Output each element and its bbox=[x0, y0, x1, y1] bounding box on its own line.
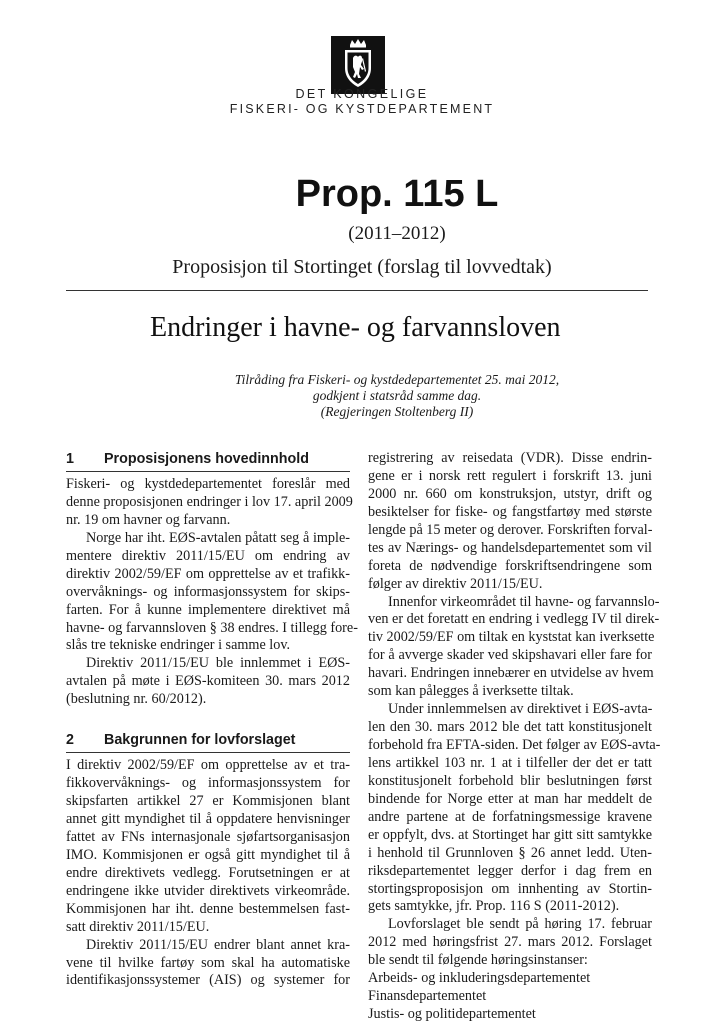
body-line: havari. Endringen innebærer en utvidelse av hvem bbox=[368, 665, 654, 682]
body-line: (beslutning nr. 60/2012). bbox=[66, 691, 207, 708]
section-title: Bakgrunnen for lovforslaget bbox=[104, 732, 296, 749]
section-heading-1 bbox=[66, 450, 350, 472]
approval-line: Tilråding fra Fiskeri- og kystdedepartementet 25. mai 2012, bbox=[234, 372, 560, 387]
body-line: annet gitt myndighet til å oppdatere henvisninger bbox=[66, 811, 350, 827]
body-line: slås tre tekniske endringer i samme lov. bbox=[66, 637, 291, 654]
body-line: endringene ikke utvider direktivets virkeområde. bbox=[66, 882, 350, 899]
body-line: Innenfor virkeområdet til havne- og farvannslo- bbox=[388, 593, 660, 610]
body-line: I direktiv 2002/59/EF om opprettelse av et tra- bbox=[66, 757, 350, 774]
body-line: Kommisjonen har iht. denne bestemmelsen fast- bbox=[66, 900, 350, 917]
body-line: Direktiv 2011/15/EU endrer blant annet kra- bbox=[86, 936, 350, 953]
approval-line: godkjent i statsråd samme dag. bbox=[312, 388, 482, 403]
body-line: Norge har iht. EØS-avtalen påtatt seg å imple- bbox=[86, 529, 350, 546]
consultation-list-item: Justis- og politidepartementet bbox=[368, 1006, 536, 1023]
norwegian-coat-of-arms-icon bbox=[331, 36, 385, 94]
body-line: riksdepartementet legger derfor i dag frem en bbox=[368, 862, 652, 879]
body-line: bindende for Norge etter at man har meddelt de bbox=[368, 790, 652, 807]
body-line: er oppfylt, dvs. at Stortinget har gitt sitt samtykke bbox=[368, 826, 652, 843]
section-title: Proposisjonens hovedinnhold bbox=[104, 451, 309, 467]
body-line: mentere direktiv 2011/15/EU om endring av bbox=[66, 547, 350, 564]
body-line: Fiskeri- og kystdedepartementet foreslår med bbox=[66, 476, 350, 492]
body-line: identifikasjonssystemer (AIS) og systemer for bbox=[66, 972, 350, 989]
body-line: gets samtykke, jfr. Prop. 116 S (2011-2012). bbox=[368, 898, 620, 915]
body-line: denne proposisjonen endringer i lov 17. april 2009 bbox=[66, 493, 353, 510]
body-line: len den 30. mars 2012 ble det tatt konstitusjonelt bbox=[368, 719, 652, 736]
body-line: Direktiv 2011/15/EU ble innlemmet i EØS- bbox=[86, 655, 350, 672]
body-line: lens artikkel 103 nr. 1 at i tilfeller der det er tatt bbox=[368, 754, 652, 771]
body-line: farten. For å kunne implementere direktivet må bbox=[66, 601, 350, 618]
body-line: lengde på 15 meter og derover. Forskriften forval- bbox=[368, 521, 653, 538]
department-name-line1: DET KONGELIGE bbox=[295, 87, 429, 101]
document-title: Endringer i havne- og farvannsloven bbox=[150, 312, 561, 343]
body-line: direktiv 2002/59/EF om opprettelse av et trafikk- bbox=[66, 565, 350, 582]
proposition-subtitle: Proposisjon til Stortinget (forslag til lovvedtak) bbox=[172, 256, 552, 278]
body-line: følger av direktiv 2011/15/EU. bbox=[368, 575, 543, 592]
body-line: besiktelser for fiske- og fangstfartøy med største bbox=[368, 503, 652, 520]
body-line: gene er i norsk rett regulert i forskrift 13. juni bbox=[368, 467, 652, 484]
body-line: foreta de nødvendige forskriftsendringene som bbox=[368, 557, 652, 574]
body-line: stortingsproposisjon om innhenting av Stortin- bbox=[368, 880, 652, 897]
section-number: 2 bbox=[66, 732, 74, 749]
body-line: ven er det foretatt en endring i vedlegg IV til direk- bbox=[368, 611, 660, 628]
body-line: fikkovervåknings- og informasjonssystem for bbox=[66, 775, 350, 792]
body-line: 2000 nr. 660 om konstruksjon, utstyr, drift og bbox=[368, 485, 652, 502]
consultation-list-item: Arbeids- og inkluderingsdepartementet bbox=[368, 970, 591, 987]
body-line: tes av Nærings- og handelsdepartementet som vil bbox=[368, 539, 652, 556]
body-line: fattet av FNs internasjonale sjøfartsorganisasjon bbox=[66, 828, 350, 845]
body-line: ble sendt til følgende høringsinstanser: bbox=[368, 952, 588, 969]
proposition-number: Prop. 115 L bbox=[295, 173, 499, 215]
body-line: i henhold til Grunnloven § 26 annet ledd. Uten- bbox=[368, 844, 652, 861]
section-heading-2 bbox=[66, 731, 350, 753]
body-line: registrering av reisedata (VDR). Disse endrin- bbox=[368, 450, 652, 466]
title-divider bbox=[66, 290, 648, 291]
session-years: (2011–2012) bbox=[348, 223, 446, 244]
approval-note bbox=[0, 372, 724, 420]
body-line: 2012 med høringsfrist 27. mars 2012. Forslaget bbox=[368, 934, 652, 951]
body-line: Lovforslaget ble sendt på høring 17. februar bbox=[388, 916, 652, 933]
left-column bbox=[66, 450, 358, 990]
body-line: avtalen på møte i EØS-komiteen 30. mars 2012 bbox=[66, 673, 350, 690]
section-number: 1 bbox=[66, 451, 74, 467]
body-line: for å avverge skader ved skipshavari eller fare for bbox=[368, 647, 652, 664]
body-line: endre direktivets vedlegg. Forutsetningen er at bbox=[66, 864, 350, 881]
body-line: skipsfarten artikkel 27 er Kommisjonen blant bbox=[66, 793, 350, 810]
body-line: som kan pålegges å iverksette tiltak. bbox=[368, 683, 574, 700]
body-line: vene til hvilke fartøy som skal ha automatiske bbox=[66, 954, 350, 971]
body-line: overvåknings- og informasjonssystem for skips- bbox=[66, 583, 350, 600]
body-line: Under innlemmelsen av direktivet i EØS-avta- bbox=[388, 701, 653, 718]
department-name-line2: FISKERI- OG KYSTDEPARTEMENT bbox=[229, 102, 495, 116]
body-line: havne- og farvannsloven § 38 endres. I tillegg fore- bbox=[66, 619, 358, 636]
body-line: forbehold fra EFTA-siden. Det følger av EØS-avta- bbox=[368, 737, 661, 753]
body-line: IMO. Kommisjonen er også gitt myndighet til å bbox=[66, 846, 350, 863]
body-line: konstitusjonelt forbehold blir beslutningen først bbox=[368, 772, 652, 789]
right-column bbox=[368, 450, 661, 1024]
body-line: satt direktiv 2011/15/EU. bbox=[66, 918, 210, 935]
consultation-list-item: Finansdepartementet bbox=[368, 988, 487, 1005]
body-line: andre partene at de forfatningsmessige kravene bbox=[368, 808, 652, 825]
approval-line: (Regjeringen Stoltenberg II) bbox=[320, 404, 474, 419]
body-line: nr. 19 om havner og farvann. bbox=[66, 511, 231, 528]
body-line: tiv 2002/59/EF om tiltak en kyststat kan iverksette bbox=[368, 629, 655, 646]
